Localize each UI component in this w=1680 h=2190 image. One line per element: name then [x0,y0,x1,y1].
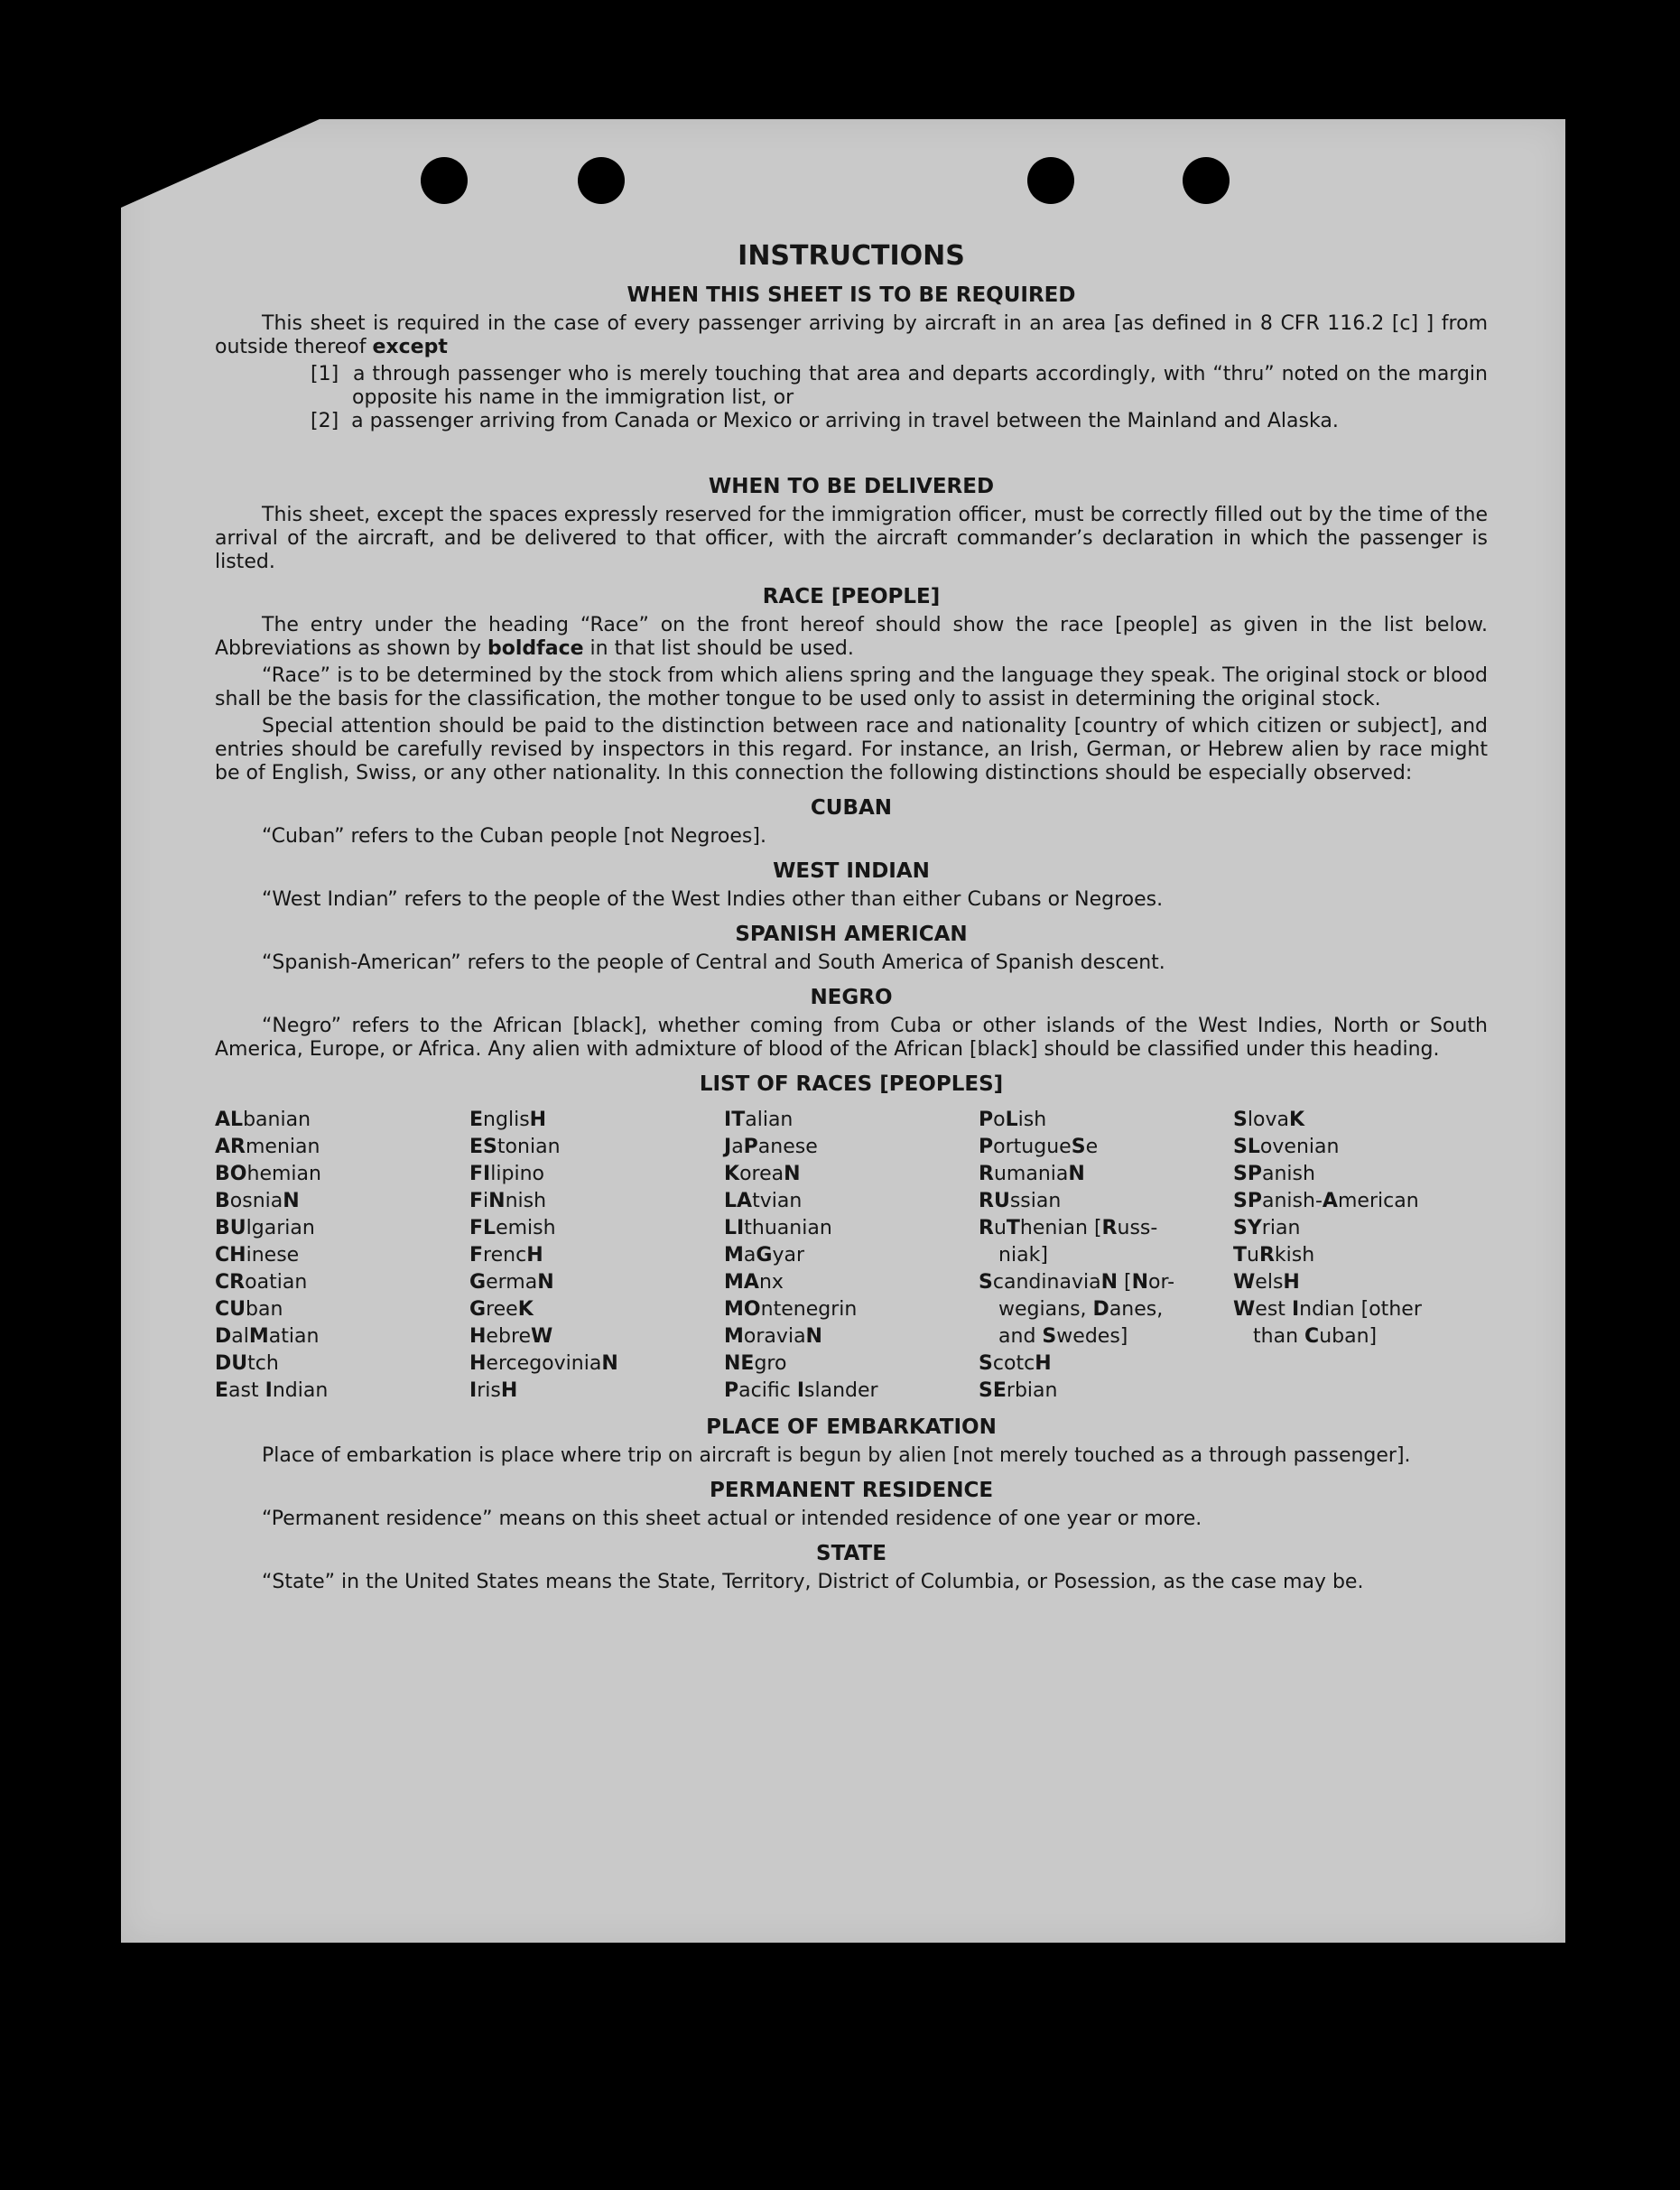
state-text: “State” in the United States means the State, Territory, District of Columbia, or Posession, as the case may be. [262,1571,1364,1593]
race-column [1233,1107,1488,1405]
race-entry: BosniaN [215,1190,300,1212]
heading-permanent-residence: PERMANENT RESIDENCE [709,1479,994,1502]
exception-list [215,363,1488,433]
race-entry: LIthuanian [724,1217,832,1239]
race-entry: SYrian [1233,1217,1301,1239]
race-paragraph-3: Special attention should be paid to the distinction between race and nationality [country of which citizen or subject], and entries should be carefully revised by inspectors in this regard. For instance, an Irish, German, or Hebrew alien by race might be of English, Swiss, or any other nationality. In this connection the following distinctions should be especially observed: [215,715,1488,784]
race-entry: BUlgarian [215,1217,315,1239]
heading-list-of-races: LIST OF RACES [PEOPLES] [699,1072,1004,1096]
race-entry: WelsH [1233,1271,1300,1294]
race-entry: DUtch [215,1352,279,1375]
race-column [979,1107,1233,1405]
race-entry: Pacifc Islander [724,1379,878,1402]
race-entry: FLemish [469,1217,556,1239]
heading-cuban: CUBAN [810,796,893,820]
race-entry: EStonian [469,1136,561,1158]
race-paragraph-2: “Race” is to be determined by the stock from which aliens spring and the language they speak. The original stock or blood shall be the basis for the classification, the mother tongue to be used only to assist in determining the original stock. [215,664,1488,710]
permanent-residence-text: “Permanent residence” means on this sheet actual or intended residence of one year or more. [262,1508,1202,1530]
race-entry: SlovaK [1233,1109,1305,1131]
race-entry: SErbian [979,1379,1058,1402]
race-column [215,1107,469,1405]
race-entry: ITalian [724,1109,794,1131]
heading-embarkation: PLACE OF EMBARKATION [706,1415,997,1439]
race-entry: ALbanian [215,1109,311,1131]
race-entry: GreeK [469,1298,534,1321]
race-entry: MoraviaN [724,1325,822,1348]
heading-negro: NEGRO [810,986,893,1009]
race-entry: West Indian [other [1233,1298,1422,1321]
race-entry: BOhemian [215,1163,321,1185]
exception-item: [1] a through passenger who is merely touching that area and departs accordingly, with “thru” noted on the margin opposite his name in the immigration list, or [311,363,1488,409]
race-entry: wegians, Danes, [998,1298,1164,1321]
race-entry: ScandinaviaN [Nor- [979,1271,1175,1294]
race-entry: MaGyar [724,1244,805,1267]
race-entry: TuRkish [1233,1244,1315,1267]
heading-west-indian: WEST INDIAN [773,859,930,883]
race-entry: MAnx [724,1271,784,1294]
punch-hole [578,157,625,204]
document-sheet [121,119,1565,1943]
race-entry: ScotcH [979,1352,1052,1375]
race-entry: than Cuban] [1253,1325,1378,1348]
instructions-content [215,240,1488,1598]
race-entry: HebreW [469,1325,553,1348]
race-entry: MOntenegrin [724,1298,858,1321]
race-entry: East Indian [215,1379,329,1402]
spanish-american-text: “Spanish-American” refers to the people of Central and South America of Spanish descent. [262,951,1165,974]
exception-item: [2] a passenger arriving from Canada or Mexico or arriving in travel between the Mainland and Alaska. [311,410,1339,432]
embarkation-text: Place of embarkation is place where trip on aircraft is begun by alien [not merely touched as a through passenger]. [262,1444,1411,1467]
race-entry: PortugueSe [979,1136,1099,1158]
heading-race: RACE [PEOPLE] [762,585,941,608]
when-delivered-text: This sheet, except the spaces expressly reserved for the immigration officer, must be correctly filled out by the time of the arrival of the aircraft, and be delivered to that officer, with the aircraft commander’s declaration in which the passenger is listed. [215,504,1488,573]
heading-state: STATE [816,1542,886,1565]
punch-hole [421,157,468,204]
race-entry: GermaN [469,1271,554,1294]
when-required-intro: This sheet is required in the case of every passenger arriving by aircraft in an area [as defined in 8 CFR 116.2 [c] ] from outside thereof except [215,312,1488,358]
race-entry: CRoatian [215,1271,308,1294]
race-entry: JaPanese [724,1136,818,1158]
punch-hole [1027,157,1074,204]
heading-when-required: WHEN THIS SHEET IS TO BE REQUIRED [627,283,1076,307]
heading-when-delivered: WHEN TO BE DELIVERED [708,475,995,498]
race-entry: KoreaN [724,1163,801,1185]
race-entry: niak] [998,1244,1048,1267]
race-paragraph-1: The entry under the heading “Race” on the front hereof should show the race [people] as given in the list below. Abbreviations as shown by boldface in that list should be used. [215,614,1488,660]
race-entry: PoLish [979,1109,1047,1131]
cuban-text: “Cuban” refers to the Cuban people [not Negroes]. [262,825,766,848]
race-entry: FrencH [469,1244,543,1267]
page-title: INSTRUCTIONS [738,240,965,272]
race-entry: SPanish-American [1233,1190,1419,1212]
punch-hole [1183,157,1230,204]
race-entry: FiNnish [469,1190,547,1212]
race-entry: SLovenian [1233,1136,1340,1158]
race-entry: CHinese [215,1244,300,1267]
race-entry: RuThenian [Russ- [979,1217,1158,1239]
race-column [469,1107,724,1405]
negro-text: “Negro” refers to the African [black], whether coming from Cuba or other islands of the West Indies, North or South America, Europe, or Africa. Any alien with admixture of blood of the African [black] should be classified under this heading. [215,1015,1488,1061]
race-entry: FIlipino [469,1163,544,1185]
race-entry: RumaniaN [979,1163,1085,1185]
races-list [215,1107,1488,1405]
race-entry: and Swedes] [998,1325,1128,1348]
race-entry: DalMatian [215,1325,320,1348]
race-entry: HercegoviniaN [469,1352,618,1375]
race-entry: CUban [215,1298,283,1321]
race-entry: ARmenian [215,1136,320,1158]
race-entry: SPanish [1233,1163,1315,1185]
race-entry: LAtvian [724,1190,803,1212]
race-entry: IrisH [469,1379,518,1402]
race-column [724,1107,979,1405]
heading-spanish-american: SPANISH AMERICAN [735,923,968,946]
race-entry: RUssian [979,1190,1062,1212]
west-indian-text: “West Indian” refers to the people of the West Indies other than either Cubans or Negroes. [262,888,1164,911]
race-entry: EnglisH [469,1109,547,1131]
race-entry: NEgro [724,1352,787,1375]
